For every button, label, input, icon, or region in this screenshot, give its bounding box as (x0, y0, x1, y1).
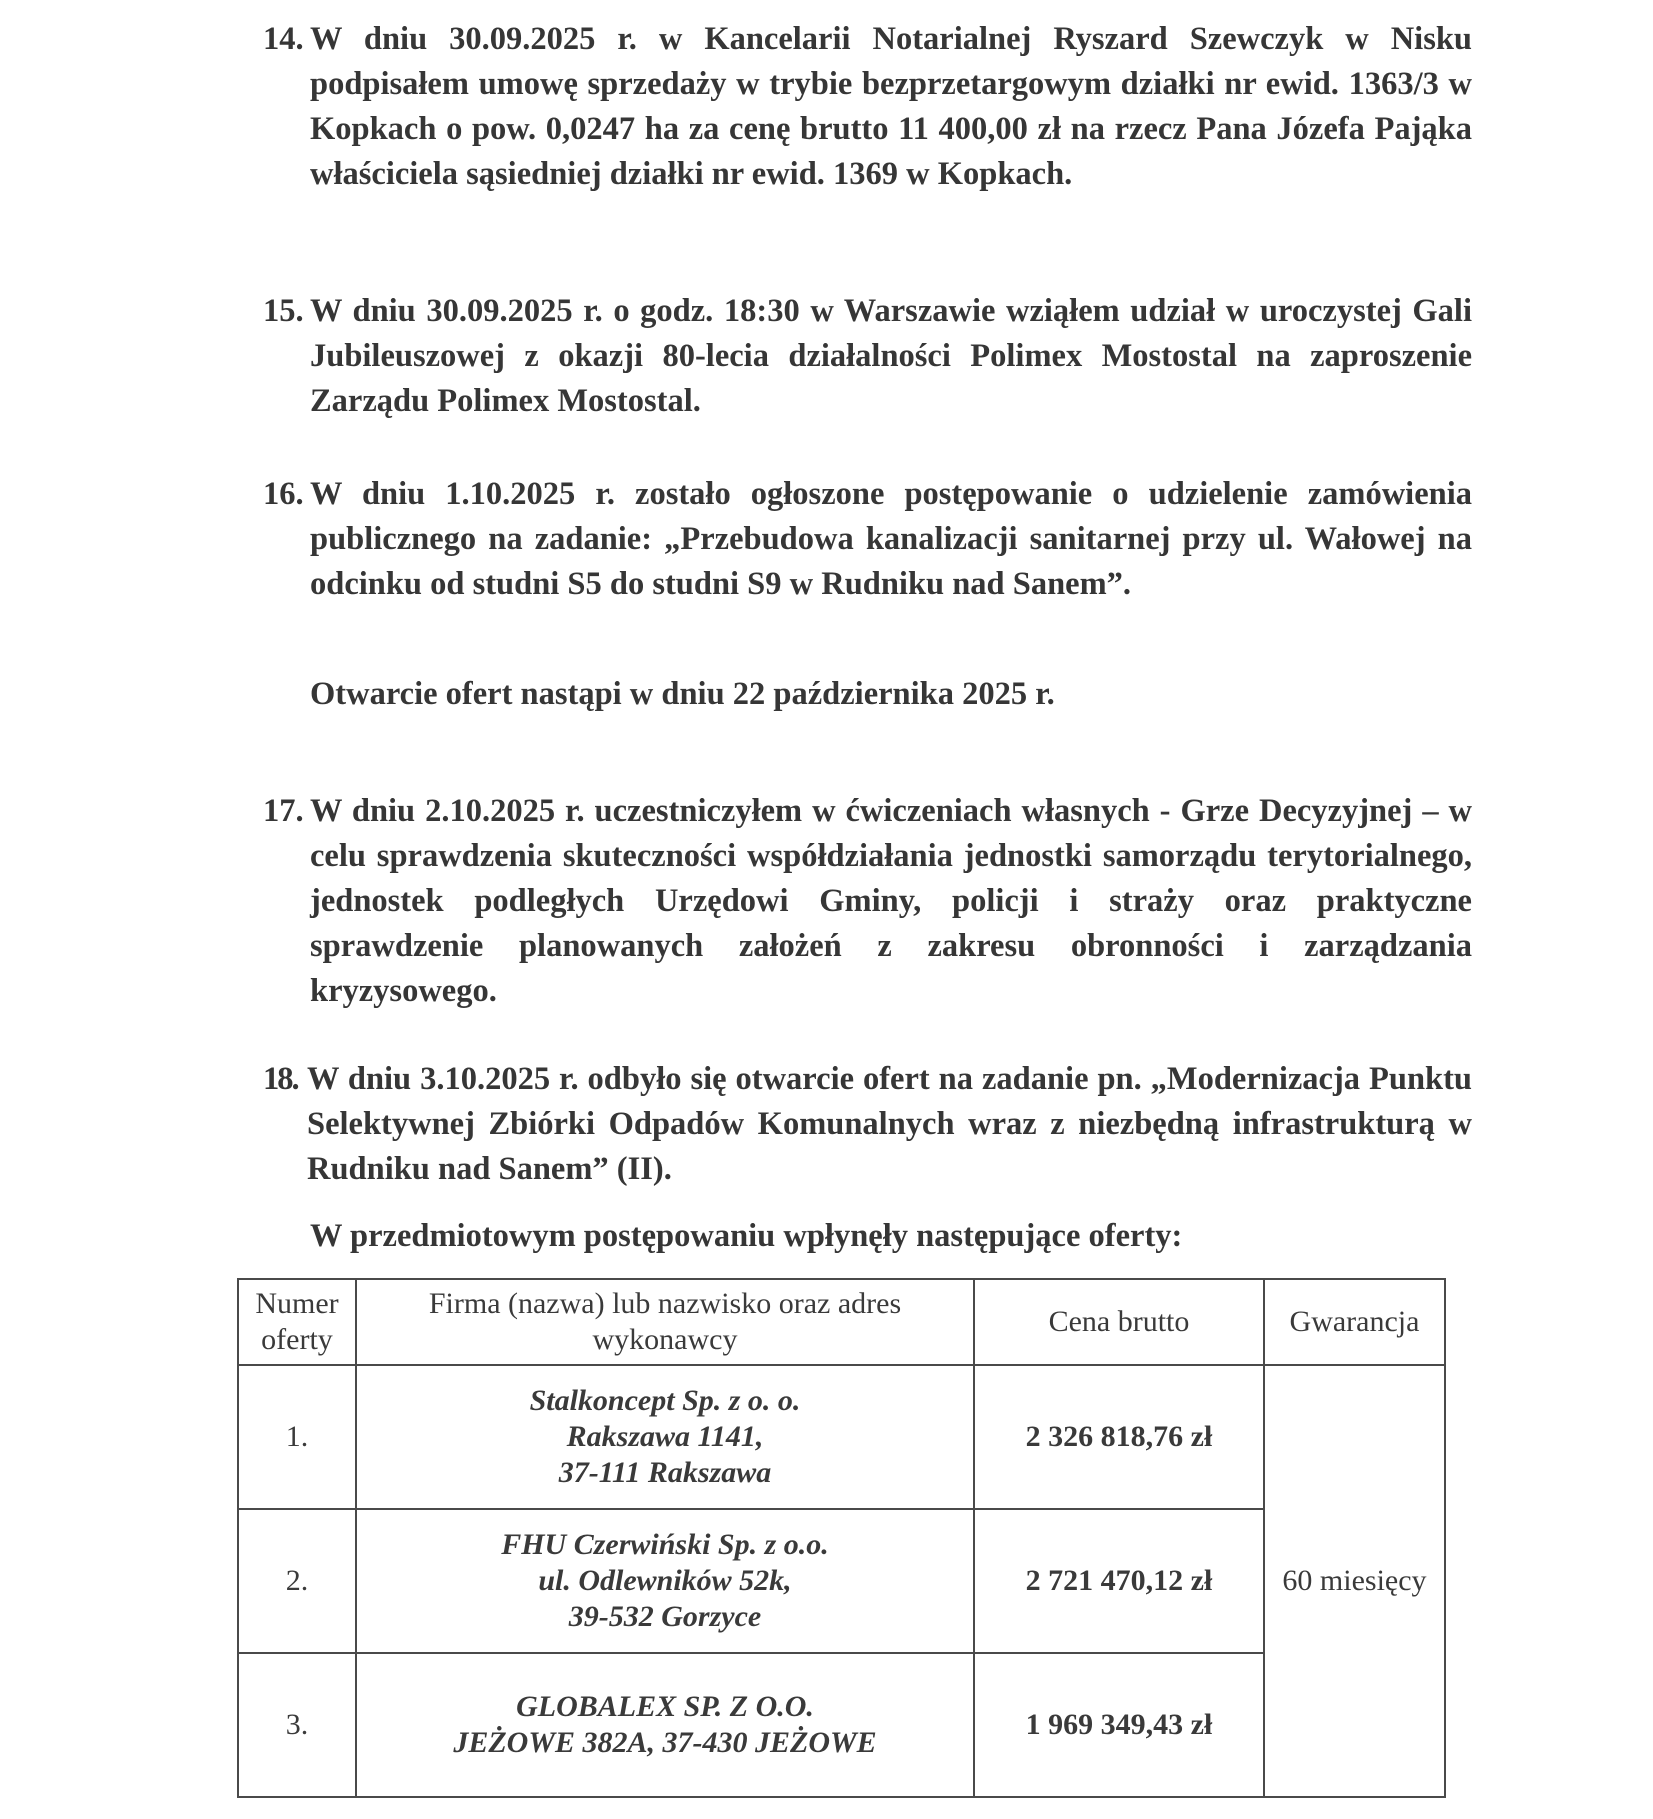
item-text: W dniu 1.10.2025 r. zostało ogłoszone postępowanie o udzielenie zamówienia publicznego na zadanie: „Przebudowa kanalizacji sanitarnej przy ul. Wałowej na odcinku od studni S5 do studni S9 w Rudniku nad Sanem”. (310, 476, 1472, 602)
offer-price: 2 326 818,76 zł (974, 1365, 1264, 1509)
table-row (238, 1653, 1445, 1797)
table-row (238, 1509, 1445, 1653)
table-row (238, 1365, 1445, 1509)
offer-price: 1 969 349,43 zł (974, 1653, 1264, 1797)
firm-name: FHU Czerwiński Sp. z o.o. (501, 1528, 829, 1561)
item-text: W dniu 30.09.2025 r. o godz. 18:30 w Warszawie wziąłem udział w uroczystej Gali Jubileuszowej z okazji 80-lecia działalności Polimex Mostostal na zaproszenie Zarządu Polimex Mostostal. (310, 293, 1472, 419)
firm-address-line: Rakszawa 1141, (566, 1420, 764, 1453)
list-item-18 (263, 1057, 1472, 1192)
firm-address-line: 37-111 Rakszawa (558, 1456, 772, 1489)
firm-address-line: JEŻOWE 382A, 37-430 JEŻOWE (453, 1726, 877, 1759)
offer-firm (356, 1509, 974, 1653)
list-item-16 (263, 472, 1472, 607)
item-number: 18. (263, 1061, 298, 1097)
offer-firm (356, 1653, 974, 1797)
list-item-17 (263, 789, 1472, 1014)
offer-warranty: 60 miesięcy (1264, 1365, 1445, 1797)
item-number: 17. (263, 793, 304, 829)
offer-number: 1. (238, 1365, 356, 1509)
firm-name: Stalkoncept Sp. z o. o. (529, 1384, 801, 1417)
offers-table (237, 1278, 1446, 1798)
item-number: 15. (263, 293, 304, 329)
item-number: 16. (263, 476, 304, 512)
tender-opening-note: Otwarcie ofert nastąpi w dniu 22 października 2025 r. (310, 676, 1055, 712)
offer-price: 2 721 470,12 zł (974, 1509, 1264, 1653)
offer-number: 3. (238, 1653, 356, 1797)
header-price: Cena brutto (974, 1279, 1264, 1365)
firm-name: GLOBALEX SP. Z O.O. (516, 1690, 814, 1723)
header-firm: Firma (nazwa) lub nazwisko oraz adres wykonawcy (356, 1279, 974, 1365)
list-item-14 (263, 17, 1472, 197)
offer-firm (356, 1365, 974, 1509)
firm-address-line: 39-532 Gorzyce (568, 1600, 762, 1633)
offer-number: 2. (238, 1509, 356, 1653)
table-header-row (238, 1279, 1445, 1365)
item-text: W dniu 2.10.2025 r. uczestniczyłem w ćwiczeniach własnych - Grze Decyzyjnej – w celu sprawdzenia skuteczności współdziałania jednostki samorządu terytorialnego, jednostek podległych Urzędowi Gminy, policji i straży oraz praktyczne sprawdzenie planowanych założeń z zakresu obronności i zarządzania kryzysowego. (310, 793, 1472, 1009)
header-offer-number: Numer oferty (238, 1279, 356, 1365)
item-text: W dniu 30.09.2025 r. w Kancelarii Notarialnej Ryszard Szewczyk w Nisku podpisałem umowę sprzedaży w trybie bezprzetargowym działki nr ewid. 1363/3 w Kopkach o pow. 0,0247 ha za cenę brutto 11 400,00 zł na rzecz Pana Józefa Pająka właściciela sąsiedniej działki nr ewid. 1369 w Kopkach. (310, 21, 1472, 192)
item-text: W dniu 3.10.2025 r. odbyło się otwarcie ofert na zadanie pn. „Modernizacja Punktu Selektywnej Zbiórki Odpadów Komunalnych wraz z niezbędną infrastrukturą w Rudniku nad Sanem” (II). (307, 1061, 1472, 1187)
firm-address-line: ul. Odlewników 52k, (538, 1564, 792, 1597)
list-item-15 (263, 289, 1472, 424)
offers-intro: W przedmiotowym postępowaniu wpłynęły następujące oferty: (310, 1218, 1183, 1254)
item-number: 14. (263, 21, 304, 57)
header-warranty: Gwarancja (1264, 1279, 1445, 1365)
